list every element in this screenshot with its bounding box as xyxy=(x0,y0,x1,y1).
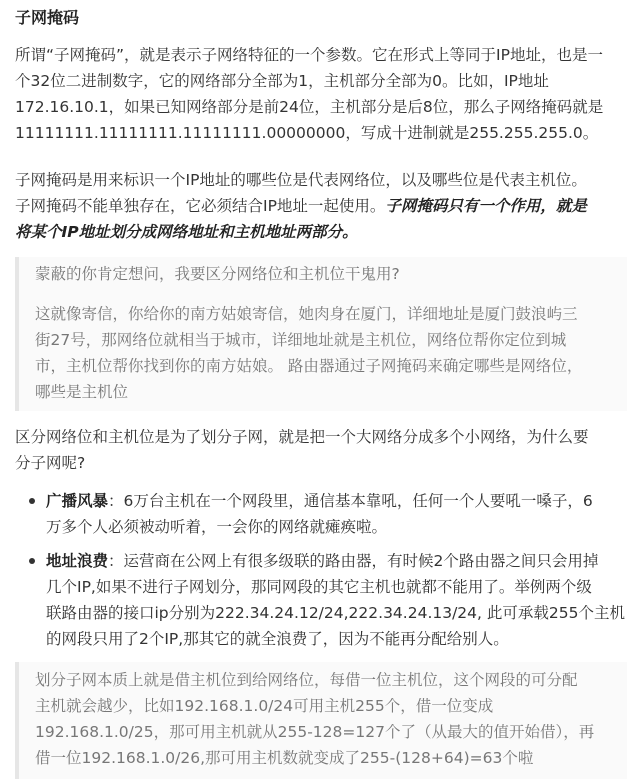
list-item-term: 广播风暴 xyxy=(46,492,109,510)
quote-line: 192.168.1.0/25，那可用主机就从255-128=127个了（从最大的值开始借），再 xyxy=(35,723,595,741)
list-item-broadcast-storm xyxy=(15,488,627,540)
subnet-why-paragraph xyxy=(15,424,627,476)
text-line: 172.16.10.1，如果已知网络部分是前24位，主机部分是后8位，那么子网络掩码就是 xyxy=(15,98,604,116)
section-title: 子网掩码 xyxy=(15,8,80,27)
text-line: 子网掩码是用来标识一个IP地址的哪些位是代表网络位，以及哪些位是代表主机位。 xyxy=(15,171,587,189)
text-line xyxy=(46,488,627,514)
text-line: 区分网络位和主机位是为了划分子网，就是把一个大网络分成多个小网络，为什么要 xyxy=(15,428,589,446)
quote-line: 哪些是主机位 xyxy=(35,383,129,401)
text-line: 个32位二进制数字，它的网络部分全部为1，主机部分全部为0。比如，IP地址 xyxy=(15,72,549,90)
quote-line: 借一位192.168.1.0/26,那可用主机数就变成了255-(128+64)=63个啦 xyxy=(35,749,534,767)
text-line: 所谓“子网掩码”，就是表示子网络特征的一个参数。它在形式上等同于IP地址，也是一 xyxy=(15,46,603,64)
emphasis-text: 将某个IP地址划分成网络地址和主机地址两部分。 xyxy=(15,223,358,241)
purpose-paragraph xyxy=(15,167,627,245)
quote-line: 划分子网本质上就是借主机位到给网络位，每借一位主机位，这个网段的可分配 xyxy=(35,671,578,689)
list-item-term: 地址浪费 xyxy=(46,552,109,570)
quote-line: 街27号，那网络位就相当于城市，详细地址就是主机位，网络位帮你定位到城 xyxy=(35,331,567,349)
quote-line: 主机就会越少，比如192.168.1.0/24可用主机255个，借一位变成 xyxy=(35,697,494,715)
bullet-dot-icon xyxy=(29,558,35,564)
text-line: 11111111.11111111.11111111.00000000，写成十进制就是255.255.255.0。 xyxy=(15,124,599,142)
text-plain: ：运营商在公网上有很多级联的路由器，有时候2个路由器之间只会用掉 xyxy=(108,552,599,570)
text-line: 万多个人必须被动听着，一会你的网络就瘫痪啦。 xyxy=(46,518,388,536)
quote-line: 市，主机位帮你找到你的南方姑娘。 路由器通过子网掩码来确定哪些是网络位， xyxy=(35,357,583,375)
text-line: 联路由器的接口ip分别为222.34.24.12/24,222.34.24.13/24, 此可承载255个主机 xyxy=(46,604,625,622)
text-line: 分子网呢? xyxy=(15,454,86,472)
quote-question: 蒙蔽的你肯定想问，我要区分网络位和主机位干鬼用? xyxy=(35,265,400,283)
blockquote-analogy xyxy=(15,257,627,411)
text-line: 的网段只用了2个IP,那其它的就全浪费了，因为不能再分配给别人。 xyxy=(46,630,509,648)
text-line: 几个IP,如果不进行子网划分，那同网段的其它主机也就都不能用了。举例两个级 xyxy=(46,578,592,596)
text-plain: ：6万台主机在一个网段里，通信基本靠吼，任何一个人要吼一嗓子，6 xyxy=(108,492,593,510)
intro-paragraph xyxy=(15,42,627,146)
list-item-address-waste xyxy=(15,548,627,652)
bullet-dot-icon xyxy=(29,498,35,504)
text-line xyxy=(46,548,627,574)
reasons-list xyxy=(15,488,627,652)
text-line xyxy=(15,193,627,219)
quote-line: 这就像寄信，你给你的南方姑娘寄信，她肉身在厦门，详细地址是厦门鼓浪屿三 xyxy=(35,305,578,323)
emphasis-text: 子网掩码只有一个作用，就是 xyxy=(385,197,587,215)
blockquote-summary xyxy=(15,662,627,779)
text-plain: 子网掩码不能单独存在，它必须结合IP地址一起使用。 xyxy=(15,197,386,215)
